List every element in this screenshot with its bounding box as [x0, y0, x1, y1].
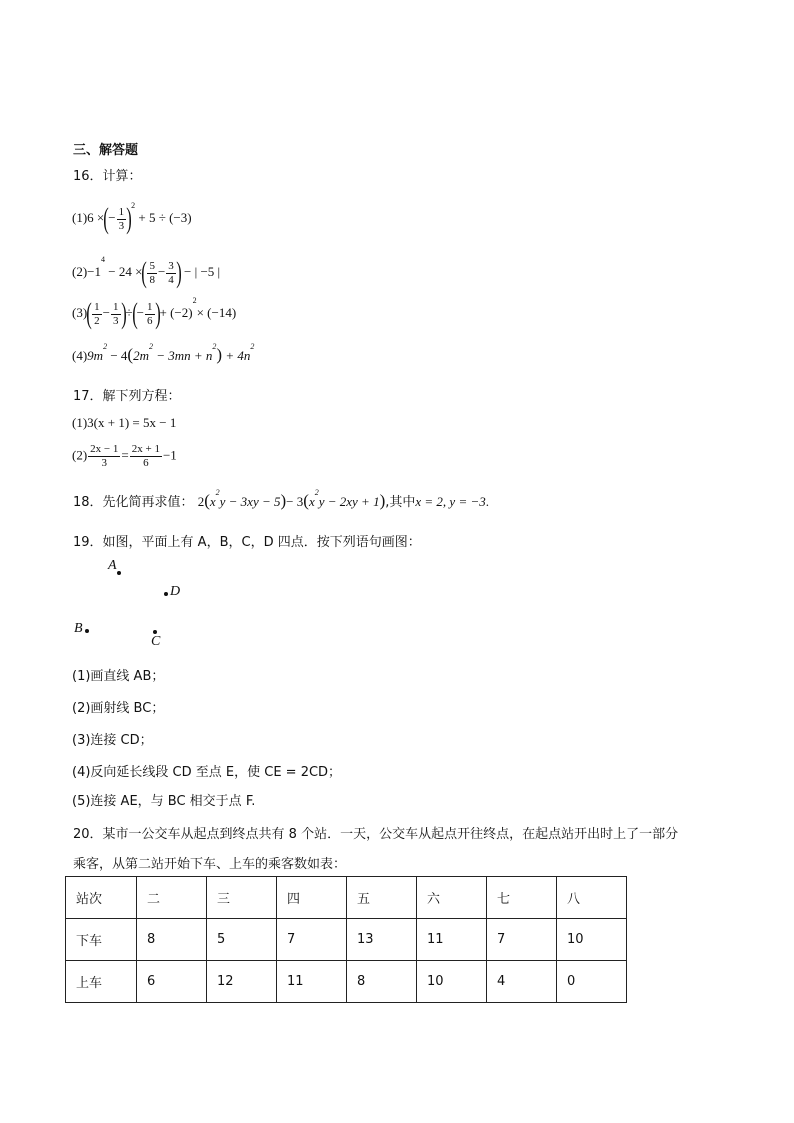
q16-part2 [72, 255, 221, 289]
point-b-label: B [74, 621, 83, 636]
q16-p3-frac1 [92, 301, 102, 328]
table-cell: 六 [417, 877, 487, 919]
q18-c: y − 3xy − 5 [219, 494, 281, 509]
denominator: 3 [101, 457, 108, 469]
table-cell: 0 [557, 961, 627, 1003]
q16-p3-op: − [102, 304, 111, 320]
q17-heading: 17．解下列方程： [73, 389, 181, 404]
denominator: 4 [168, 273, 174, 286]
table-row [66, 919, 627, 961]
q18-g: ,其中 [385, 495, 416, 510]
q17-p2-eq: = [121, 447, 129, 463]
right-paren: ) [176, 256, 182, 289]
numerator: 1 [147, 300, 153, 313]
denominator: 6 [143, 457, 149, 469]
table-cell: 11 [417, 919, 487, 961]
table-cell: 八 [557, 877, 627, 919]
right-paren: ) [379, 491, 386, 510]
table-cell: 10 [417, 961, 487, 1003]
q18-expression [197, 488, 386, 510]
q16-heading: 16．计算： [73, 169, 142, 184]
q16-p3-div: ÷ [125, 304, 133, 320]
numerator: 2x + 1 [131, 443, 160, 455]
q19-item-5: (5)连接 AE，与 BC 相交于点 F. [72, 794, 256, 809]
right-paren: ) [280, 491, 287, 510]
q17-p2-label: (2) [72, 447, 88, 463]
table-cell: 7 [487, 919, 557, 961]
q16-p1-label: (1) [72, 209, 88, 225]
right-paren: ) [126, 202, 132, 235]
q16-p4-e4: 2 [250, 342, 255, 351]
q16-p3-frac3 [145, 301, 155, 328]
q18-h: x = 2, y = −3 [415, 494, 486, 509]
q16-p2-frac2 [166, 260, 176, 287]
passenger-table [65, 876, 627, 1003]
table-cell: 13 [347, 919, 417, 961]
denominator: 8 [149, 273, 155, 286]
q16-p1-exp: 2 [131, 201, 136, 210]
table-cell: 上车 [66, 961, 137, 1003]
q16-p2-a: −1 [87, 263, 102, 279]
q16-p3-label: (3) [72, 304, 88, 320]
numerator: 5 [149, 259, 155, 272]
q16-p4-b: − 4 [110, 348, 128, 363]
q20-line-1: 20．某市一公交车从起点到终点共有 8 个站．一天，公交车从起点开往终点，在起点站开出时上了一部分 [73, 827, 679, 842]
left-paren: ( [127, 345, 134, 364]
q18-e2: 2 [314, 488, 319, 497]
table-cell: 11 [277, 961, 347, 1003]
q16-p4-d: − 3mn + n [156, 348, 213, 363]
table-cell: 6 [137, 961, 207, 1003]
q16-p4-c: 2m [133, 348, 149, 363]
table-cell: 8 [137, 919, 207, 961]
q16-p4-f: + 4n [225, 348, 251, 363]
q17-p2-frac1 [88, 443, 120, 470]
q18-e: x [308, 494, 315, 509]
point-a-dot [117, 571, 121, 575]
table-cell: 5 [207, 919, 277, 961]
table-cell: 8 [347, 961, 417, 1003]
table-cell: 五 [347, 877, 417, 919]
q16-part1 [72, 201, 192, 235]
q16-part4 [72, 342, 255, 365]
q16-p3-rest1: + (−2) [159, 304, 193, 320]
q19-item-2: (2)画射线 BC； [72, 701, 165, 716]
q16-p4-a: 9m [87, 348, 104, 363]
q18-line [73, 488, 489, 511]
table-cell: 四 [277, 877, 347, 919]
left-paren: ( [141, 256, 148, 289]
table-cell: 二 [137, 877, 207, 919]
q16-p1-fraction [117, 206, 127, 233]
right-paren: ) [154, 297, 161, 330]
numerator: 1 [94, 300, 100, 313]
table-cell: 三 [207, 877, 277, 919]
q17-p2-rest: −1 [162, 447, 177, 463]
q16-p3-exp: 2 [192, 296, 197, 305]
q16-p1-a: 6 [87, 209, 94, 225]
right-paren: ) [120, 297, 127, 330]
q18-f: y − 2xy + 1 [318, 494, 380, 509]
q16-p3-minus: − [136, 304, 144, 320]
q16-p2-exp: 4 [101, 255, 106, 264]
point-a-label: A [108, 558, 117, 573]
q16-p3-frac2 [111, 301, 121, 328]
q16-p4-label: (4) [72, 348, 88, 363]
q19-item-4: (4)反向延长线段 CD 至点 E，使 CE = 2CD； [72, 765, 342, 780]
q17-part2 [72, 443, 177, 470]
q16-p1-rest: + 5 ÷ (−3) [138, 209, 192, 225]
q18-d: − 3 [286, 494, 304, 509]
table-cell: 站次 [66, 877, 137, 919]
table-cell: 7 [277, 919, 347, 961]
left-paren: ( [204, 491, 210, 510]
point-c-label: C [151, 634, 161, 649]
numerator: 1 [113, 300, 119, 313]
q16-p1-minus: − [108, 209, 116, 225]
q16-p2-op: − [157, 263, 166, 279]
q18-b: x [209, 494, 216, 509]
denominator: 3 [118, 219, 125, 232]
q18-b2: 2 [215, 488, 220, 497]
numerator: 1 [118, 205, 125, 218]
point-d-dot [164, 592, 168, 596]
table-cell: 12 [207, 961, 277, 1003]
left-paren: ( [103, 202, 110, 235]
denominator: 3 [113, 314, 119, 327]
q16-p3-rest2: × (−14) [196, 304, 237, 320]
numerator: 3 [168, 259, 174, 272]
q19-heading: 19．如图，平面上有 A，B，C，D 四点．按下列语句画图： [73, 535, 421, 550]
table-cell: 10 [557, 919, 627, 961]
q16-p2-b: − 24 × [108, 263, 143, 279]
q16-p4-e3: 2 [212, 342, 217, 351]
q18-pre: 18．先化简再求值： [73, 495, 194, 510]
q19-item-3: (3)连接 CD； [72, 733, 153, 748]
q16-p4-e2: 2 [148, 342, 153, 351]
q17-p1-expr: 3(x + 1) = 5x − 1 [87, 415, 177, 430]
denominator: 6 [147, 314, 153, 327]
table-cell: 下车 [66, 919, 137, 961]
section-title: 三、解答题 [73, 143, 139, 158]
q18-end: . [485, 494, 489, 509]
table-row [66, 961, 627, 1003]
q16-p2-frac1 [147, 260, 157, 287]
left-paren: ( [86, 297, 92, 330]
table-cell: 七 [487, 877, 557, 919]
left-paren: ( [303, 491, 309, 510]
q17-part1 [72, 415, 176, 431]
right-paren: ) [216, 345, 223, 364]
table-header-row [66, 877, 627, 919]
q16-p2-label: (2) [72, 263, 88, 279]
q17-p2-frac2 [130, 443, 162, 470]
denominator: 2 [94, 314, 100, 327]
q16-p1-times: × [96, 209, 105, 225]
q16-part3 [72, 296, 237, 330]
point-d-label: D [170, 584, 181, 599]
q16-p2-rest: − | −5 | [184, 263, 221, 279]
numerator: 2x − 1 [90, 443, 119, 455]
table-cell: 4 [487, 961, 557, 1003]
point-b-dot [85, 629, 89, 633]
q16-p4-e1: 2 [103, 342, 108, 351]
q18-a: 2 [197, 494, 205, 509]
q17-p1-label: (1) [72, 415, 88, 430]
q19-item-1: (1)画直线 AB； [72, 669, 165, 684]
left-paren: ( [131, 297, 138, 330]
q20-line-2: 乘客，从第二站开始下车、上车的乘客数如表： [73, 857, 347, 872]
